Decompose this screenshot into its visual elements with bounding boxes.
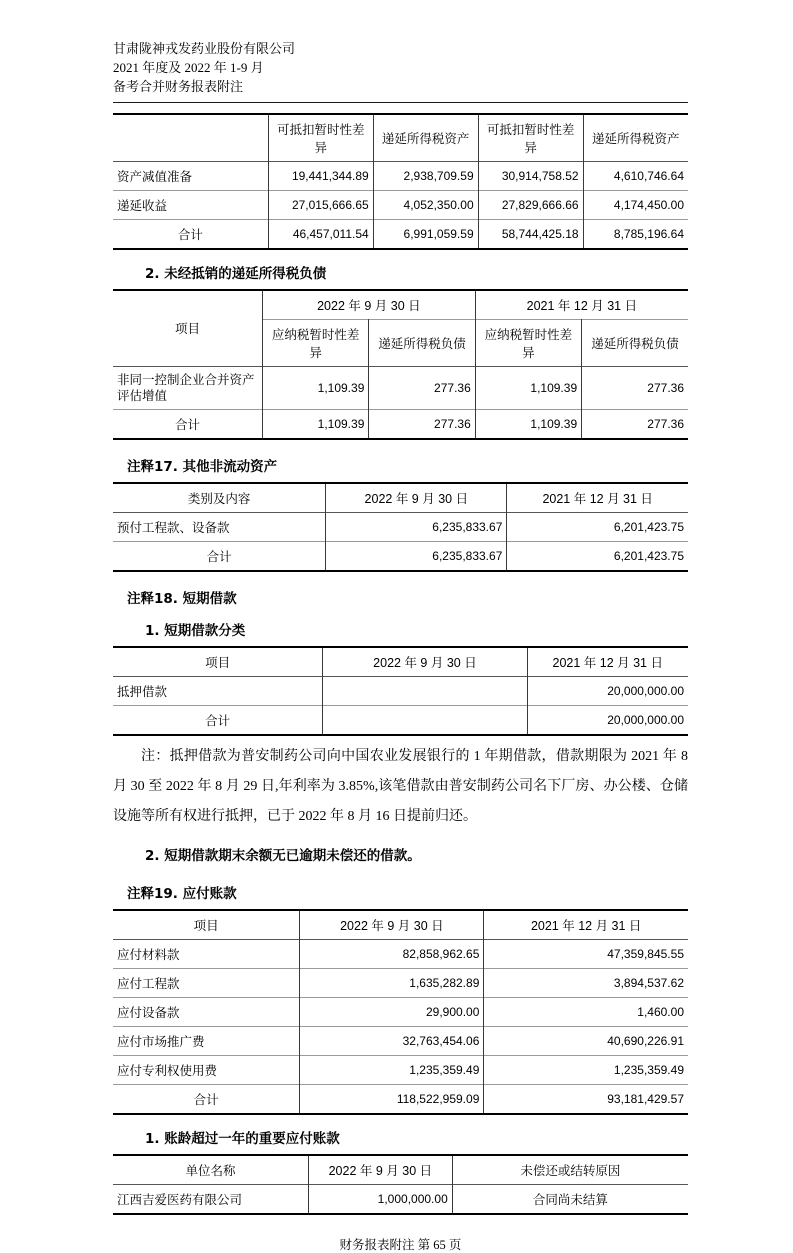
company-name: 甘肃陇神戎发药业股份有限公司 bbox=[113, 41, 296, 56]
cell-value: 29,900.00 bbox=[300, 998, 484, 1027]
col-header: 类别及内容 bbox=[113, 483, 326, 513]
cell-value: 1,109.39 bbox=[263, 410, 369, 440]
table-row bbox=[113, 1027, 688, 1056]
cell-value: 1,235,359.49 bbox=[613, 1063, 684, 1078]
table-header-row bbox=[113, 647, 688, 677]
row-label: 应付专利权使用费 bbox=[113, 1056, 300, 1085]
total-row bbox=[113, 1085, 688, 1115]
col-header: 递延所得税资产 bbox=[373, 114, 478, 162]
cell-value: 58,744,425.18 bbox=[478, 219, 583, 249]
table-header-row bbox=[113, 1155, 688, 1185]
cell-value: 1,460.00 bbox=[637, 1005, 684, 1020]
cell-value: 4,610,746.64 bbox=[613, 168, 684, 183]
cell-value: 1,635,282.89 bbox=[300, 969, 484, 998]
table-row bbox=[113, 1185, 688, 1215]
cell-value: 6,201,423.75 bbox=[613, 549, 684, 564]
col-header: 2021 年 12 月 31 日 bbox=[530, 919, 642, 934]
document-title: 备考合并财务报表附注 bbox=[113, 78, 244, 94]
cell-value: 1,000,000.00 bbox=[309, 1185, 453, 1215]
col-header: 2021 年 12 月 31 日 bbox=[552, 656, 663, 671]
table-row bbox=[113, 940, 688, 969]
col-header: 2022 年 9 月 30 日 bbox=[326, 483, 507, 513]
borrowing-note-paragraph: 注：抵押借款为普安制药公司向中国农业发展银行的 1 年期借款，借款期限为 2021 年 8 月 30 至 2022 年 8 月 29 日,年利率为 3.85%,该笔借款由普安制药公司名下厂房、办公楼、仓储设施等所有权进行抵押，已于 2022 年 8 月 16 日提前归还。 bbox=[113, 749, 688, 825]
row-label: 非同一控制企业合并资产评估增值 bbox=[113, 366, 263, 410]
table-row bbox=[113, 366, 688, 410]
heading-note18-sub1: 1. 短期借款分类 bbox=[145, 623, 246, 640]
deferred-tax-liabilities-table bbox=[113, 289, 688, 441]
heading-note18-sub2: 2. 短期借款期末余额无已逾期未偿还的借款。 bbox=[145, 848, 421, 865]
heading-deferred-tax-liabilities: 2. 未经抵销的递延所得税负债 bbox=[145, 265, 327, 282]
col-header: 单位名称 bbox=[113, 1155, 309, 1185]
table-row bbox=[113, 677, 688, 706]
cell-value: 20,000,000.00 bbox=[607, 684, 684, 699]
cell-value: 4,174,450.00 bbox=[613, 197, 684, 212]
table-row bbox=[113, 190, 688, 219]
row-label: 应付市场推广费 bbox=[113, 1027, 300, 1056]
col-header: 未偿还或结转原因 bbox=[520, 1164, 621, 1179]
col-header: 递延所得税资产 bbox=[592, 131, 680, 146]
table-header-row bbox=[113, 114, 688, 162]
cell-value: 4,052,350.00 bbox=[373, 190, 478, 219]
row-label: 合计 bbox=[113, 1085, 300, 1115]
cell-value bbox=[323, 706, 527, 736]
total-row bbox=[113, 410, 688, 440]
heading-note18: 注释18. 短期借款 bbox=[127, 591, 237, 608]
col-header-period: 2021 年 12 月 31 日 bbox=[526, 298, 638, 313]
cell-value: 27,829,666.66 bbox=[478, 190, 583, 219]
col-subheader: 应纳税暂时性差异 bbox=[263, 319, 369, 366]
deferred-tax-assets-table bbox=[113, 113, 688, 250]
cell-value: 6,235,833.67 bbox=[326, 542, 507, 572]
page-footer: 财务报表附注 第 65 页 bbox=[339, 1238, 462, 1253]
cell-value: 277.36 bbox=[369, 366, 475, 410]
row-label: 应付设备款 bbox=[113, 998, 300, 1027]
table-header-row bbox=[113, 910, 688, 940]
cell-value: 40,690,226.91 bbox=[607, 1034, 684, 1049]
table-row bbox=[113, 969, 688, 998]
total-row bbox=[113, 219, 688, 249]
heading-note19-sub1: 1. 账龄超过一年的重要应付账款 bbox=[145, 1131, 340, 1148]
col-header: 项目 bbox=[113, 910, 300, 940]
row-label: 合计 bbox=[113, 542, 326, 572]
table-row bbox=[113, 998, 688, 1027]
row-label: 递延收益 bbox=[113, 190, 268, 219]
row-label: 江西吉爱医药有限公司 bbox=[113, 1185, 309, 1215]
cell-value: 2,938,709.59 bbox=[373, 161, 478, 190]
row-label: 应付材料款 bbox=[113, 940, 300, 969]
col-header: 项目 bbox=[113, 647, 323, 677]
col-subheader: 递延所得税负债 bbox=[369, 319, 475, 366]
other-noncurrent-assets-table bbox=[113, 482, 688, 572]
col-header: 2022 年 9 月 30 日 bbox=[300, 910, 484, 940]
cell-value: 19,441,344.89 bbox=[268, 161, 373, 190]
cell-value: 6,201,423.75 bbox=[613, 520, 684, 535]
report-period: 2021 年度及 2022 年 1-9 月 bbox=[113, 59, 264, 75]
col-header: 可抵扣暂时性差异 bbox=[268, 114, 373, 162]
cell-value: 46,457,011.54 bbox=[268, 219, 373, 249]
cell-value: 277.36 bbox=[369, 410, 475, 440]
table-row bbox=[113, 513, 688, 542]
col-header: 2022 年 9 月 30 日 bbox=[323, 647, 527, 677]
cell-value: 277.36 bbox=[647, 380, 684, 395]
col-subheader: 应纳税暂时性差异 bbox=[475, 319, 581, 366]
row-label: 合计 bbox=[113, 706, 323, 736]
document-header bbox=[113, 40, 688, 103]
accounts-payable-table bbox=[113, 909, 688, 1115]
cell-value bbox=[323, 677, 527, 706]
row-label: 合计 bbox=[113, 219, 268, 249]
cell-value: 32,763,454.06 bbox=[300, 1027, 484, 1056]
table-row bbox=[113, 1056, 688, 1085]
table-row bbox=[113, 161, 688, 190]
cell-value: 6,235,833.67 bbox=[326, 513, 507, 542]
row-label: 资产减值准备 bbox=[113, 161, 268, 190]
cell-value: 20,000,000.00 bbox=[607, 713, 684, 728]
row-label: 合计 bbox=[113, 410, 263, 440]
short-term-borrowings-table bbox=[113, 646, 688, 736]
cell-value: 27,015,666.65 bbox=[268, 190, 373, 219]
col-header: 2021 年 12 月 31 日 bbox=[542, 492, 653, 507]
col-header: 2022 年 9 月 30 日 bbox=[309, 1155, 453, 1185]
col-header bbox=[113, 114, 268, 162]
cell-value: 1,109.39 bbox=[263, 366, 369, 410]
cell-reason: 合同尚未结算 bbox=[532, 1193, 608, 1208]
row-label: 预付工程款、设备款 bbox=[113, 513, 326, 542]
total-row bbox=[113, 706, 688, 736]
cell-value: 1,109.39 bbox=[475, 366, 581, 410]
cell-value: 3,894,537.62 bbox=[613, 976, 684, 991]
table-header-row bbox=[113, 290, 688, 320]
cell-value: 277.36 bbox=[647, 417, 684, 432]
cell-value: 6,991,059.59 bbox=[373, 219, 478, 249]
total-row bbox=[113, 542, 688, 572]
cell-value: 47,359,845.55 bbox=[607, 947, 684, 962]
row-label: 应付工程款 bbox=[113, 969, 300, 998]
table-header-row bbox=[113, 483, 688, 513]
cell-value: 93,181,429.57 bbox=[607, 1092, 684, 1107]
col-header: 可抵扣暂时性差异 bbox=[478, 114, 583, 162]
cell-value: 118,522,959.09 bbox=[300, 1085, 484, 1115]
aged-payables-table bbox=[113, 1154, 688, 1215]
heading-note19: 注释19. 应付账款 bbox=[127, 886, 237, 903]
cell-value: 8,785,196.64 bbox=[613, 226, 684, 241]
col-header-item: 项目 bbox=[113, 290, 263, 367]
heading-note17: 注释17. 其他非流动资产 bbox=[127, 459, 278, 476]
cell-value: 1,109.39 bbox=[475, 410, 581, 440]
cell-value: 82,858,962.65 bbox=[300, 940, 484, 969]
cell-value: 30,914,758.52 bbox=[478, 161, 583, 190]
row-label: 抵押借款 bbox=[113, 677, 323, 706]
cell-value: 1,235,359.49 bbox=[300, 1056, 484, 1085]
col-subheader: 递延所得税负债 bbox=[591, 336, 679, 351]
col-header-period: 2022 年 9 月 30 日 bbox=[263, 290, 476, 320]
